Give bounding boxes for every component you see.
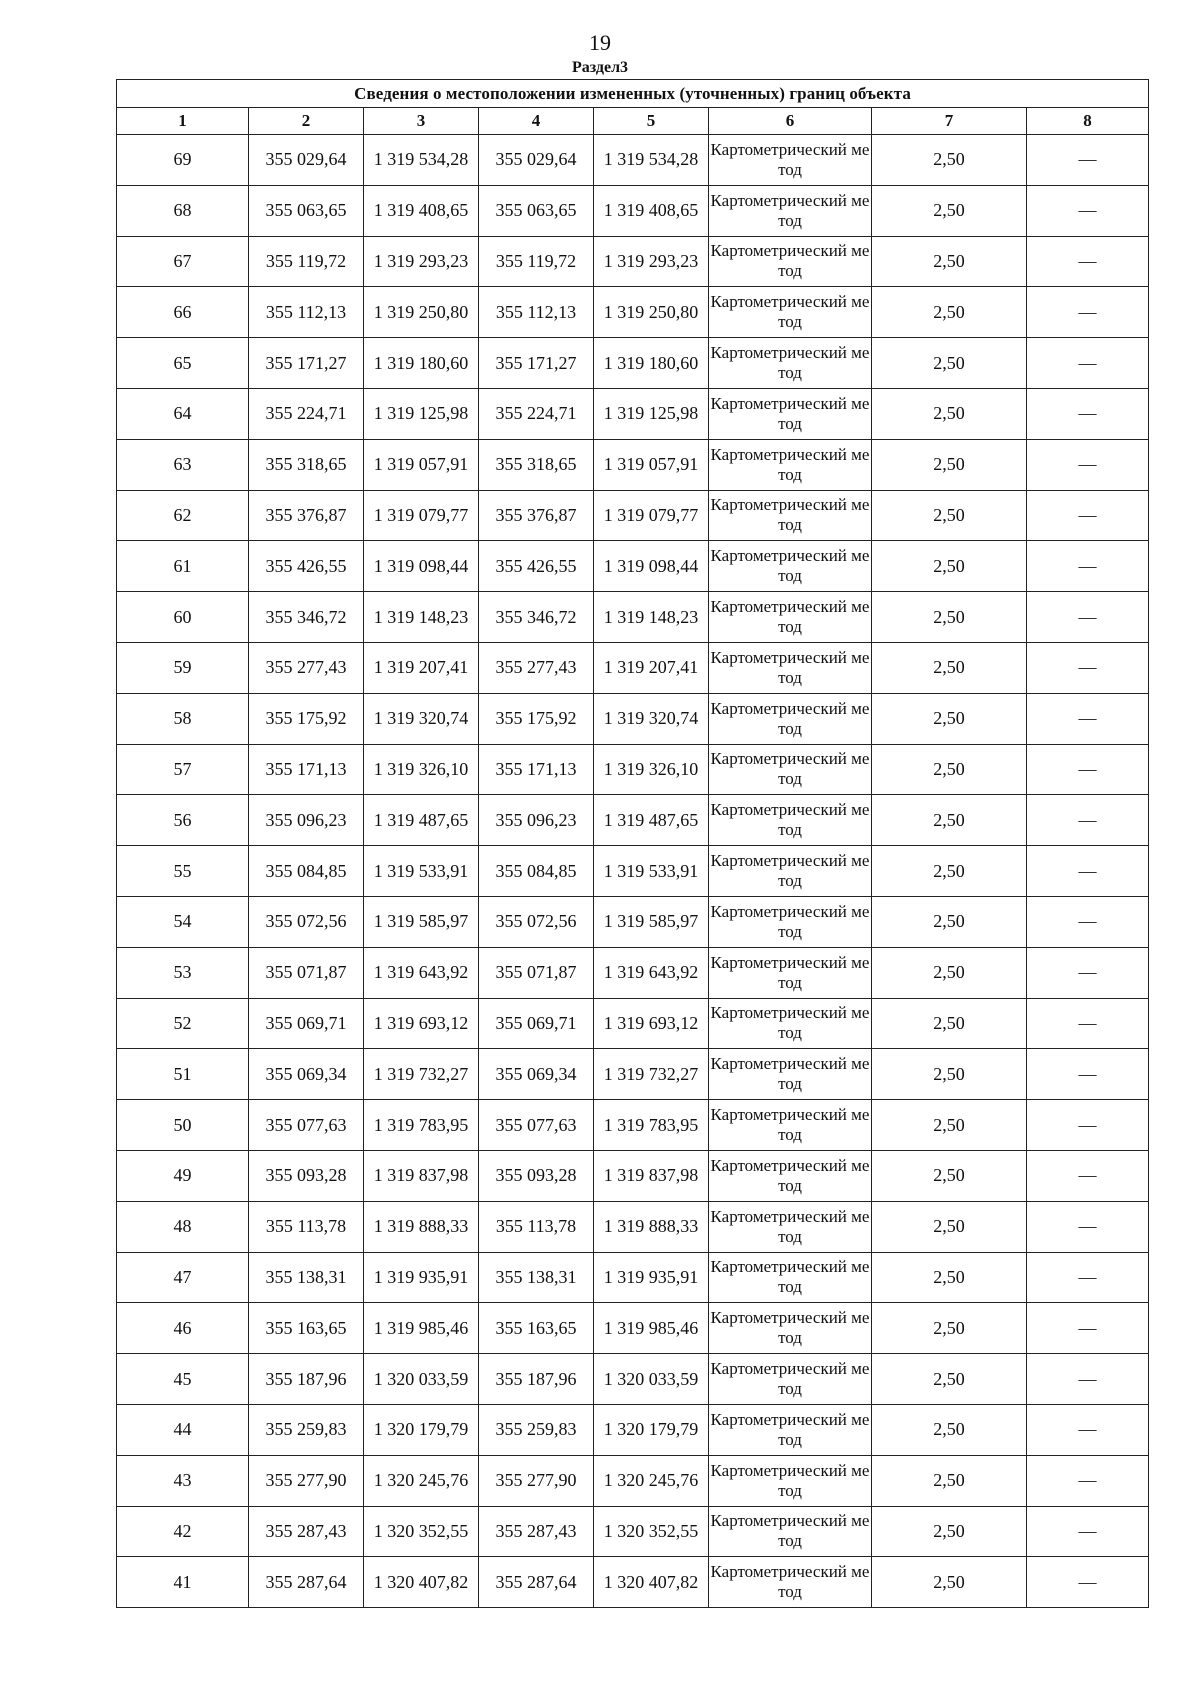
x-existing-cell: 355 113,78 (249, 1201, 364, 1252)
accuracy-cell: 2,50 (872, 1150, 1027, 1201)
method-cell: Картометрический метод (709, 1404, 872, 1455)
x-existing-cell: 355 069,71 (249, 998, 364, 1049)
x-refined-cell: 355 376,87 (479, 490, 594, 541)
x-existing-cell: 355 287,43 (249, 1506, 364, 1557)
method-cell: Картометрический метод (709, 1303, 872, 1354)
x-refined-cell: 355 259,83 (479, 1404, 594, 1455)
y-refined-cell: 1 319 985,46 (594, 1303, 709, 1354)
y-refined-cell: 1 319 408,65 (594, 185, 709, 236)
note-cell: — (1027, 896, 1149, 947)
point-number-cell: 51 (117, 1049, 249, 1100)
y-refined-cell: 1 319 732,27 (594, 1049, 709, 1100)
note-cell: — (1027, 1201, 1149, 1252)
method-cell: Картометрический метод (709, 1455, 872, 1506)
table-row (117, 1404, 1149, 1455)
y-existing-cell: 1 319 888,33 (364, 1201, 479, 1252)
accuracy-cell: 2,50 (872, 388, 1027, 439)
note-cell: — (1027, 1150, 1149, 1201)
table-row (117, 236, 1149, 287)
x-existing-cell: 355 163,65 (249, 1303, 364, 1354)
method-cell: Картометрический метод (709, 795, 872, 846)
x-refined-cell: 355 426,55 (479, 541, 594, 592)
method-cell: Картометрический метод (709, 642, 872, 693)
table-caption: Сведения о местоположении измененных (уточненных) границ объекта (117, 80, 1149, 108)
note-cell: — (1027, 592, 1149, 643)
y-existing-cell: 1 319 732,27 (364, 1049, 479, 1100)
y-existing-cell: 1 319 643,92 (364, 947, 479, 998)
note-cell: — (1027, 1049, 1149, 1100)
accuracy-cell: 2,50 (872, 1455, 1027, 1506)
y-refined-cell: 1 319 888,33 (594, 1201, 709, 1252)
y-existing-cell: 1 319 293,23 (364, 236, 479, 287)
point-number-cell: 43 (117, 1455, 249, 1506)
point-number-cell: 52 (117, 998, 249, 1049)
note-cell: — (1027, 439, 1149, 490)
method-cell: Картометрический метод (709, 744, 872, 795)
column-header: 4 (479, 108, 594, 135)
y-refined-cell: 1 319 098,44 (594, 541, 709, 592)
method-cell: Картометрический метод (709, 1557, 872, 1608)
method-cell: Картометрический метод (709, 490, 872, 541)
x-refined-cell: 355 138,31 (479, 1252, 594, 1303)
table-row (117, 592, 1149, 643)
x-refined-cell: 355 163,65 (479, 1303, 594, 1354)
y-refined-cell: 1 319 180,60 (594, 338, 709, 389)
x-existing-cell: 355 084,85 (249, 846, 364, 897)
x-refined-cell: 355 171,13 (479, 744, 594, 795)
accuracy-cell: 2,50 (872, 1049, 1027, 1100)
accuracy-cell: 2,50 (872, 185, 1027, 236)
accuracy-cell: 2,50 (872, 1201, 1027, 1252)
y-existing-cell: 1 319 057,91 (364, 439, 479, 490)
x-existing-cell: 355 093,28 (249, 1150, 364, 1201)
x-refined-cell: 355 187,96 (479, 1354, 594, 1405)
note-cell: — (1027, 795, 1149, 846)
table-row (117, 896, 1149, 947)
accuracy-cell: 2,50 (872, 693, 1027, 744)
accuracy-cell: 2,50 (872, 439, 1027, 490)
table-row (117, 1100, 1149, 1151)
y-existing-cell: 1 319 534,28 (364, 135, 479, 186)
y-refined-cell: 1 319 533,91 (594, 846, 709, 897)
section-title: Раздел3 (571, 59, 629, 76)
y-refined-cell: 1 320 179,79 (594, 1404, 709, 1455)
note-cell: — (1027, 338, 1149, 389)
y-refined-cell: 1 319 585,97 (594, 896, 709, 947)
x-existing-cell: 355 318,65 (249, 439, 364, 490)
note-cell: — (1027, 642, 1149, 693)
x-refined-cell: 355 277,90 (479, 1455, 594, 1506)
x-existing-cell: 355 346,72 (249, 592, 364, 643)
x-refined-cell: 355 096,23 (479, 795, 594, 846)
column-header: 7 (872, 108, 1027, 135)
point-number-cell: 65 (117, 338, 249, 389)
accuracy-cell: 2,50 (872, 541, 1027, 592)
method-cell: Картометрический метод (709, 693, 872, 744)
y-existing-cell: 1 319 985,46 (364, 1303, 479, 1354)
note-cell: — (1027, 1557, 1149, 1608)
point-number-cell: 56 (117, 795, 249, 846)
x-refined-cell: 355 287,64 (479, 1557, 594, 1608)
note-cell: — (1027, 1506, 1149, 1557)
y-existing-cell: 1 319 320,74 (364, 693, 479, 744)
accuracy-cell: 2,50 (872, 490, 1027, 541)
y-existing-cell: 1 319 326,10 (364, 744, 479, 795)
x-existing-cell: 355 138,31 (249, 1252, 364, 1303)
y-refined-cell: 1 319 079,77 (594, 490, 709, 541)
point-number-cell: 69 (117, 135, 249, 186)
x-existing-cell: 355 063,65 (249, 185, 364, 236)
method-cell: Картометрический метод (709, 947, 872, 998)
y-refined-cell: 1 320 407,82 (594, 1557, 709, 1608)
table-row (117, 1303, 1149, 1354)
accuracy-cell: 2,50 (872, 846, 1027, 897)
y-refined-cell: 1 319 125,98 (594, 388, 709, 439)
table-row (117, 744, 1149, 795)
point-number-cell: 54 (117, 896, 249, 947)
note-cell: — (1027, 693, 1149, 744)
x-existing-cell: 355 072,56 (249, 896, 364, 947)
y-refined-cell: 1 319 837,98 (594, 1150, 709, 1201)
x-refined-cell: 355 224,71 (479, 388, 594, 439)
x-refined-cell: 355 277,43 (479, 642, 594, 693)
point-number-cell: 66 (117, 287, 249, 338)
x-existing-cell: 355 187,96 (249, 1354, 364, 1405)
x-existing-cell: 355 119,72 (249, 236, 364, 287)
x-existing-cell: 355 171,13 (249, 744, 364, 795)
point-number-cell: 57 (117, 744, 249, 795)
accuracy-cell: 2,50 (872, 642, 1027, 693)
point-number-cell: 62 (117, 490, 249, 541)
y-refined-cell: 1 319 487,65 (594, 795, 709, 846)
point-number-cell: 58 (117, 693, 249, 744)
column-header: 6 (709, 108, 872, 135)
x-existing-cell: 355 077,63 (249, 1100, 364, 1151)
note-cell: — (1027, 1354, 1149, 1405)
y-existing-cell: 1 320 407,82 (364, 1557, 479, 1608)
table-row (117, 693, 1149, 744)
accuracy-cell: 2,50 (872, 287, 1027, 338)
y-existing-cell: 1 320 033,59 (364, 1354, 479, 1405)
note-cell: — (1027, 185, 1149, 236)
note-cell: — (1027, 1455, 1149, 1506)
point-number-cell: 47 (117, 1252, 249, 1303)
table-row (117, 947, 1149, 998)
point-number-cell: 64 (117, 388, 249, 439)
y-refined-cell: 1 320 245,76 (594, 1455, 709, 1506)
y-existing-cell: 1 320 179,79 (364, 1404, 479, 1455)
accuracy-cell: 2,50 (872, 1100, 1027, 1151)
x-refined-cell: 355 112,13 (479, 287, 594, 338)
point-number-cell: 48 (117, 1201, 249, 1252)
y-existing-cell: 1 319 693,12 (364, 998, 479, 1049)
x-existing-cell: 355 287,64 (249, 1557, 364, 1608)
point-number-cell: 67 (117, 236, 249, 287)
note-cell: — (1027, 1404, 1149, 1455)
method-cell: Картометрический метод (709, 388, 872, 439)
point-number-cell: 59 (117, 642, 249, 693)
y-existing-cell: 1 319 207,41 (364, 642, 479, 693)
method-cell: Картометрический метод (709, 846, 872, 897)
table-row (117, 1557, 1149, 1608)
table-row (117, 998, 1149, 1049)
method-cell: Картометрический метод (709, 439, 872, 490)
x-existing-cell: 355 171,27 (249, 338, 364, 389)
x-refined-cell: 355 119,72 (479, 236, 594, 287)
x-refined-cell: 355 077,63 (479, 1100, 594, 1151)
accuracy-cell: 2,50 (872, 795, 1027, 846)
table-row (117, 1506, 1149, 1557)
y-refined-cell: 1 319 693,12 (594, 998, 709, 1049)
point-number-cell: 61 (117, 541, 249, 592)
table-row (117, 1201, 1149, 1252)
y-existing-cell: 1 319 098,44 (364, 541, 479, 592)
x-refined-cell: 355 069,71 (479, 998, 594, 1049)
note-cell: — (1027, 998, 1149, 1049)
table-row (117, 439, 1149, 490)
table-row (117, 185, 1149, 236)
note-cell: — (1027, 490, 1149, 541)
point-number-cell: 50 (117, 1100, 249, 1151)
note-cell: — (1027, 947, 1149, 998)
y-existing-cell: 1 320 245,76 (364, 1455, 479, 1506)
y-existing-cell: 1 319 148,23 (364, 592, 479, 643)
accuracy-cell: 2,50 (872, 1506, 1027, 1557)
x-refined-cell: 355 071,87 (479, 947, 594, 998)
y-existing-cell: 1 319 487,65 (364, 795, 479, 846)
x-existing-cell: 355 224,71 (249, 388, 364, 439)
coordinates-table (116, 79, 1149, 1608)
note-cell: — (1027, 1303, 1149, 1354)
x-existing-cell: 355 069,34 (249, 1049, 364, 1100)
x-refined-cell: 355 287,43 (479, 1506, 594, 1557)
method-cell: Картометрический метод (709, 592, 872, 643)
table-row (117, 388, 1149, 439)
y-refined-cell: 1 320 033,59 (594, 1354, 709, 1405)
x-existing-cell: 355 277,43 (249, 642, 364, 693)
column-header: 5 (594, 108, 709, 135)
x-refined-cell: 355 069,34 (479, 1049, 594, 1100)
accuracy-cell: 2,50 (872, 744, 1027, 795)
x-refined-cell: 355 175,92 (479, 693, 594, 744)
y-existing-cell: 1 319 079,77 (364, 490, 479, 541)
table-row (117, 490, 1149, 541)
accuracy-cell: 2,50 (872, 1303, 1027, 1354)
x-refined-cell: 355 084,85 (479, 846, 594, 897)
y-existing-cell: 1 319 783,95 (364, 1100, 479, 1151)
table-row (117, 1252, 1149, 1303)
x-existing-cell: 355 029,64 (249, 135, 364, 186)
y-refined-cell: 1 319 148,23 (594, 592, 709, 643)
method-cell: Картометрический метод (709, 1201, 872, 1252)
x-existing-cell: 355 277,90 (249, 1455, 364, 1506)
accuracy-cell: 2,50 (872, 592, 1027, 643)
method-cell: Картометрический метод (709, 287, 872, 338)
method-cell: Картометрический метод (709, 185, 872, 236)
method-cell: Картометрический метод (709, 1150, 872, 1201)
x-refined-cell: 355 029,64 (479, 135, 594, 186)
x-refined-cell: 355 093,28 (479, 1150, 594, 1201)
note-cell: — (1027, 744, 1149, 795)
table-row (117, 338, 1149, 389)
point-number-cell: 60 (117, 592, 249, 643)
accuracy-cell: 2,50 (872, 135, 1027, 186)
method-cell: Картометрический метод (709, 1354, 872, 1405)
y-refined-cell: 1 319 057,91 (594, 439, 709, 490)
x-existing-cell: 355 426,55 (249, 541, 364, 592)
y-refined-cell: 1 319 643,92 (594, 947, 709, 998)
point-number-cell: 45 (117, 1354, 249, 1405)
method-cell: Картометрический метод (709, 338, 872, 389)
x-existing-cell: 355 175,92 (249, 693, 364, 744)
method-cell: Картометрический метод (709, 236, 872, 287)
x-refined-cell: 355 346,72 (479, 592, 594, 643)
point-number-cell: 63 (117, 439, 249, 490)
y-refined-cell: 1 319 326,10 (594, 744, 709, 795)
table-row (117, 846, 1149, 897)
x-existing-cell: 355 096,23 (249, 795, 364, 846)
x-refined-cell: 355 113,78 (479, 1201, 594, 1252)
note-cell: — (1027, 846, 1149, 897)
accuracy-cell: 2,50 (872, 896, 1027, 947)
point-number-cell: 46 (117, 1303, 249, 1354)
table-row (117, 1049, 1149, 1100)
point-number-cell: 55 (117, 846, 249, 897)
note-cell: — (1027, 287, 1149, 338)
table-row (117, 1455, 1149, 1506)
method-cell: Картометрический метод (709, 1252, 872, 1303)
method-cell: Картометрический метод (709, 1506, 872, 1557)
method-cell: Картометрический метод (709, 1100, 872, 1151)
y-existing-cell: 1 319 125,98 (364, 388, 479, 439)
table-row (117, 541, 1149, 592)
accuracy-cell: 2,50 (872, 947, 1027, 998)
table-row (117, 1354, 1149, 1405)
point-number-cell: 42 (117, 1506, 249, 1557)
note-cell: — (1027, 388, 1149, 439)
y-refined-cell: 1 320 352,55 (594, 1506, 709, 1557)
table-row (117, 795, 1149, 846)
point-number-cell: 53 (117, 947, 249, 998)
table-row (117, 642, 1149, 693)
x-refined-cell: 355 072,56 (479, 896, 594, 947)
table-row (117, 135, 1149, 186)
page-number: 19 (589, 30, 611, 55)
x-refined-cell: 355 171,27 (479, 338, 594, 389)
y-refined-cell: 1 319 293,23 (594, 236, 709, 287)
note-cell: — (1027, 1100, 1149, 1151)
y-existing-cell: 1 319 585,97 (364, 896, 479, 947)
point-number-cell: 44 (117, 1404, 249, 1455)
y-existing-cell: 1 319 837,98 (364, 1150, 479, 1201)
column-header: 1 (117, 108, 249, 135)
note-cell: — (1027, 1252, 1149, 1303)
y-existing-cell: 1 320 352,55 (364, 1506, 479, 1557)
table-row (117, 1150, 1149, 1201)
note-cell: — (1027, 541, 1149, 592)
y-refined-cell: 1 319 250,80 (594, 287, 709, 338)
method-cell: Картометрический метод (709, 541, 872, 592)
point-number-cell: 68 (117, 185, 249, 236)
accuracy-cell: 2,50 (872, 338, 1027, 389)
y-refined-cell: 1 319 783,95 (594, 1100, 709, 1151)
y-existing-cell: 1 319 408,65 (364, 185, 479, 236)
y-existing-cell: 1 319 935,91 (364, 1252, 479, 1303)
x-existing-cell: 355 071,87 (249, 947, 364, 998)
accuracy-cell: 2,50 (872, 236, 1027, 287)
column-header: 8 (1027, 108, 1149, 135)
accuracy-cell: 2,50 (872, 1557, 1027, 1608)
table-row (117, 287, 1149, 338)
method-cell: Картометрический метод (709, 896, 872, 947)
y-existing-cell: 1 319 533,91 (364, 846, 479, 897)
method-cell: Картометрический метод (709, 135, 872, 186)
x-existing-cell: 355 376,87 (249, 490, 364, 541)
accuracy-cell: 2,50 (872, 1354, 1027, 1405)
y-refined-cell: 1 319 935,91 (594, 1252, 709, 1303)
method-cell: Картометрический метод (709, 1049, 872, 1100)
x-refined-cell: 355 063,65 (479, 185, 594, 236)
y-refined-cell: 1 319 534,28 (594, 135, 709, 186)
note-cell: — (1027, 236, 1149, 287)
point-number-cell: 41 (117, 1557, 249, 1608)
column-header: 3 (364, 108, 479, 135)
table-body (117, 135, 1149, 1608)
point-number-cell: 49 (117, 1150, 249, 1201)
x-refined-cell: 355 318,65 (479, 439, 594, 490)
note-cell: — (1027, 135, 1149, 186)
y-existing-cell: 1 319 250,80 (364, 287, 479, 338)
column-header: 2 (249, 108, 364, 135)
accuracy-cell: 2,50 (872, 1252, 1027, 1303)
accuracy-cell: 2,50 (872, 1404, 1027, 1455)
method-cell: Картометрический метод (709, 998, 872, 1049)
y-existing-cell: 1 319 180,60 (364, 338, 479, 389)
accuracy-cell: 2,50 (872, 998, 1027, 1049)
x-existing-cell: 355 112,13 (249, 287, 364, 338)
x-existing-cell: 355 259,83 (249, 1404, 364, 1455)
y-refined-cell: 1 319 207,41 (594, 642, 709, 693)
y-refined-cell: 1 319 320,74 (594, 693, 709, 744)
